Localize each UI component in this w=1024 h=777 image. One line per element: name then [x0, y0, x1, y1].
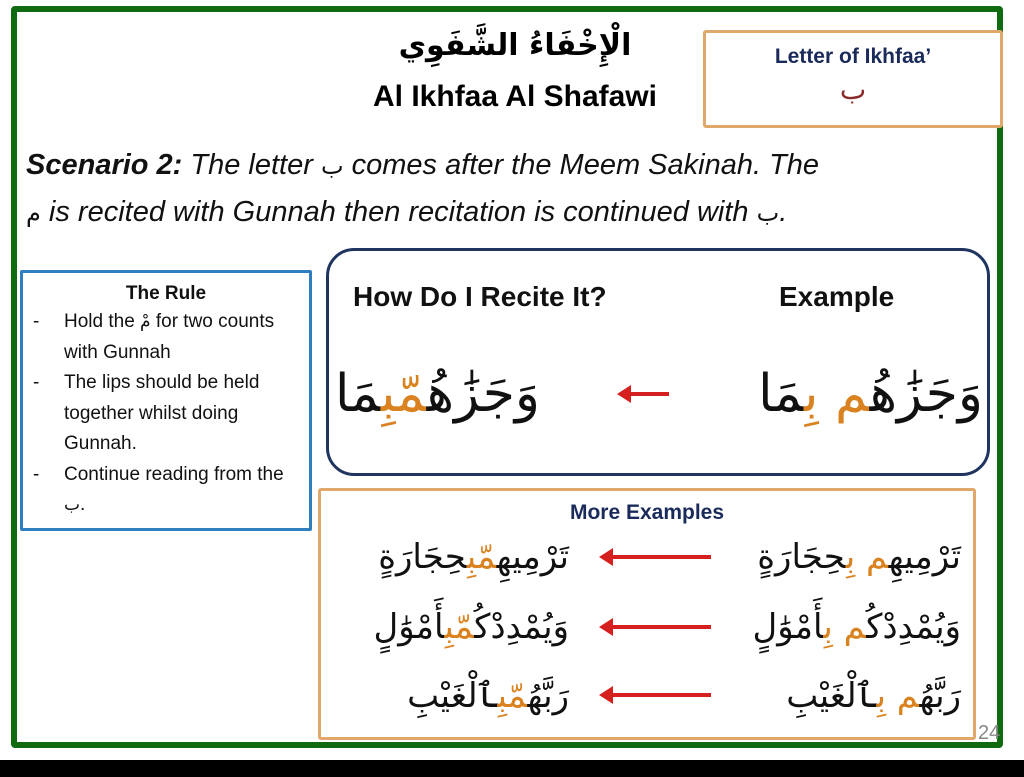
letter-box-label: Letter of Ikhfaa’ [774, 45, 932, 68]
scenario-letter-ba-2: ب [756, 199, 780, 227]
example-source [753, 607, 961, 647]
scenario-label: Scenario 2: [26, 149, 183, 181]
rule-box [20, 270, 312, 531]
letter-box-letter: ب [839, 73, 867, 106]
left-arrow-icon [611, 555, 711, 559]
arabic-segment: تَرْمِيهِ [496, 537, 569, 577]
rule-text: The lips should be held together whilst doing Gunnah. [64, 372, 260, 454]
example-row [321, 665, 979, 725]
rule-item [31, 460, 301, 521]
recite-example-row [335, 339, 983, 449]
example-row [321, 597, 979, 657]
arabic-segment: رَبَّهُ [527, 675, 569, 716]
arabic-segment: ٱلْغَيْبِ [786, 675, 877, 716]
arabic-highlight: مّبِ [444, 607, 475, 647]
arabic-segment: مَا [758, 364, 805, 424]
arabic-segment: وَجَزَٰهُ [426, 364, 541, 424]
more-examples-box [318, 488, 976, 740]
example-heading: Example [779, 281, 895, 312]
recite-box [326, 248, 990, 476]
arabic-highlight: مّبِ [497, 675, 528, 716]
scenario-part2: comes after the Meem Sakinah. The [343, 149, 820, 181]
recite-heading: How Do I Recite It? [353, 281, 607, 312]
example-result [407, 675, 569, 716]
arabic-segment: أَمْوَٰلٍ [752, 607, 824, 647]
arabic-segment: رَبَّهُ [919, 675, 961, 716]
arabic-segment: وَيُمْدِدْكُ [866, 607, 961, 647]
rule-item [31, 368, 301, 460]
recite-result [335, 364, 540, 424]
arabic-segment: تَرْمِيهِ [888, 537, 961, 577]
scenario-letter-meem: م [26, 199, 41, 227]
page-number: 24 [978, 722, 1001, 744]
arabic-highlight: مّبِ [466, 537, 497, 577]
rule-heading: The Rule [125, 283, 207, 304]
example-row [321, 527, 979, 587]
title-english: Al Ikhfaa Al Shafawi [373, 80, 657, 113]
rule-text: for two counts with Gunnah [64, 311, 275, 363]
scenario-letter-ba: ب [320, 152, 344, 180]
arabic-highlight: م بِ [823, 607, 867, 647]
rule-item [31, 307, 301, 368]
rule-arabic-meem: مْ [140, 312, 151, 332]
example-source [757, 537, 961, 577]
recite-example [758, 364, 983, 424]
more-examples-heading: More Examples [569, 501, 725, 524]
bottom-black-bar [0, 762, 1024, 777]
arabic-segment: ٱلْغَيْبِ [407, 675, 498, 716]
scenario-part3: is recited with Gunnah then recitation is continued with [40, 196, 757, 228]
rule-text: Hold the [64, 311, 141, 332]
arabic-segment: وَيُمْدِدْكُ [474, 607, 569, 647]
arabic-segment: أَمْوَٰلٍ [373, 607, 445, 647]
arabic-segment: وَجَزَٰهُ [869, 364, 983, 424]
left-arrow-icon [611, 625, 711, 629]
rule-text: Continue reading from the [64, 463, 284, 485]
arabic-segment: حِجَارَةٍ [378, 537, 467, 577]
title-arabic: الْإِخْفَاءُ الشَّفَوِي [398, 28, 632, 63]
letter-of-ikhfaa-box [703, 30, 1003, 128]
scenario-text [26, 142, 1006, 236]
arabic-highlight: مّبِ [380, 364, 427, 424]
arabic-segment: مَا [335, 364, 381, 424]
arabic-highlight: م بِ [804, 364, 870, 424]
left-arrow-icon [611, 693, 711, 697]
scenario-part4: . [779, 196, 788, 228]
example-source [786, 675, 961, 716]
rule-list [31, 307, 301, 521]
example-result [374, 607, 569, 647]
arabic-highlight: م بِ [876, 675, 920, 716]
rule-arabic-ba: ب [64, 495, 81, 515]
scenario-part1: The letter [182, 149, 321, 181]
arabic-highlight: م بِ [845, 537, 889, 577]
example-result [378, 537, 569, 577]
rule-text: . [80, 494, 86, 515]
left-arrow-icon [629, 392, 669, 396]
arabic-segment: حِجَارَةٍ [757, 537, 846, 577]
